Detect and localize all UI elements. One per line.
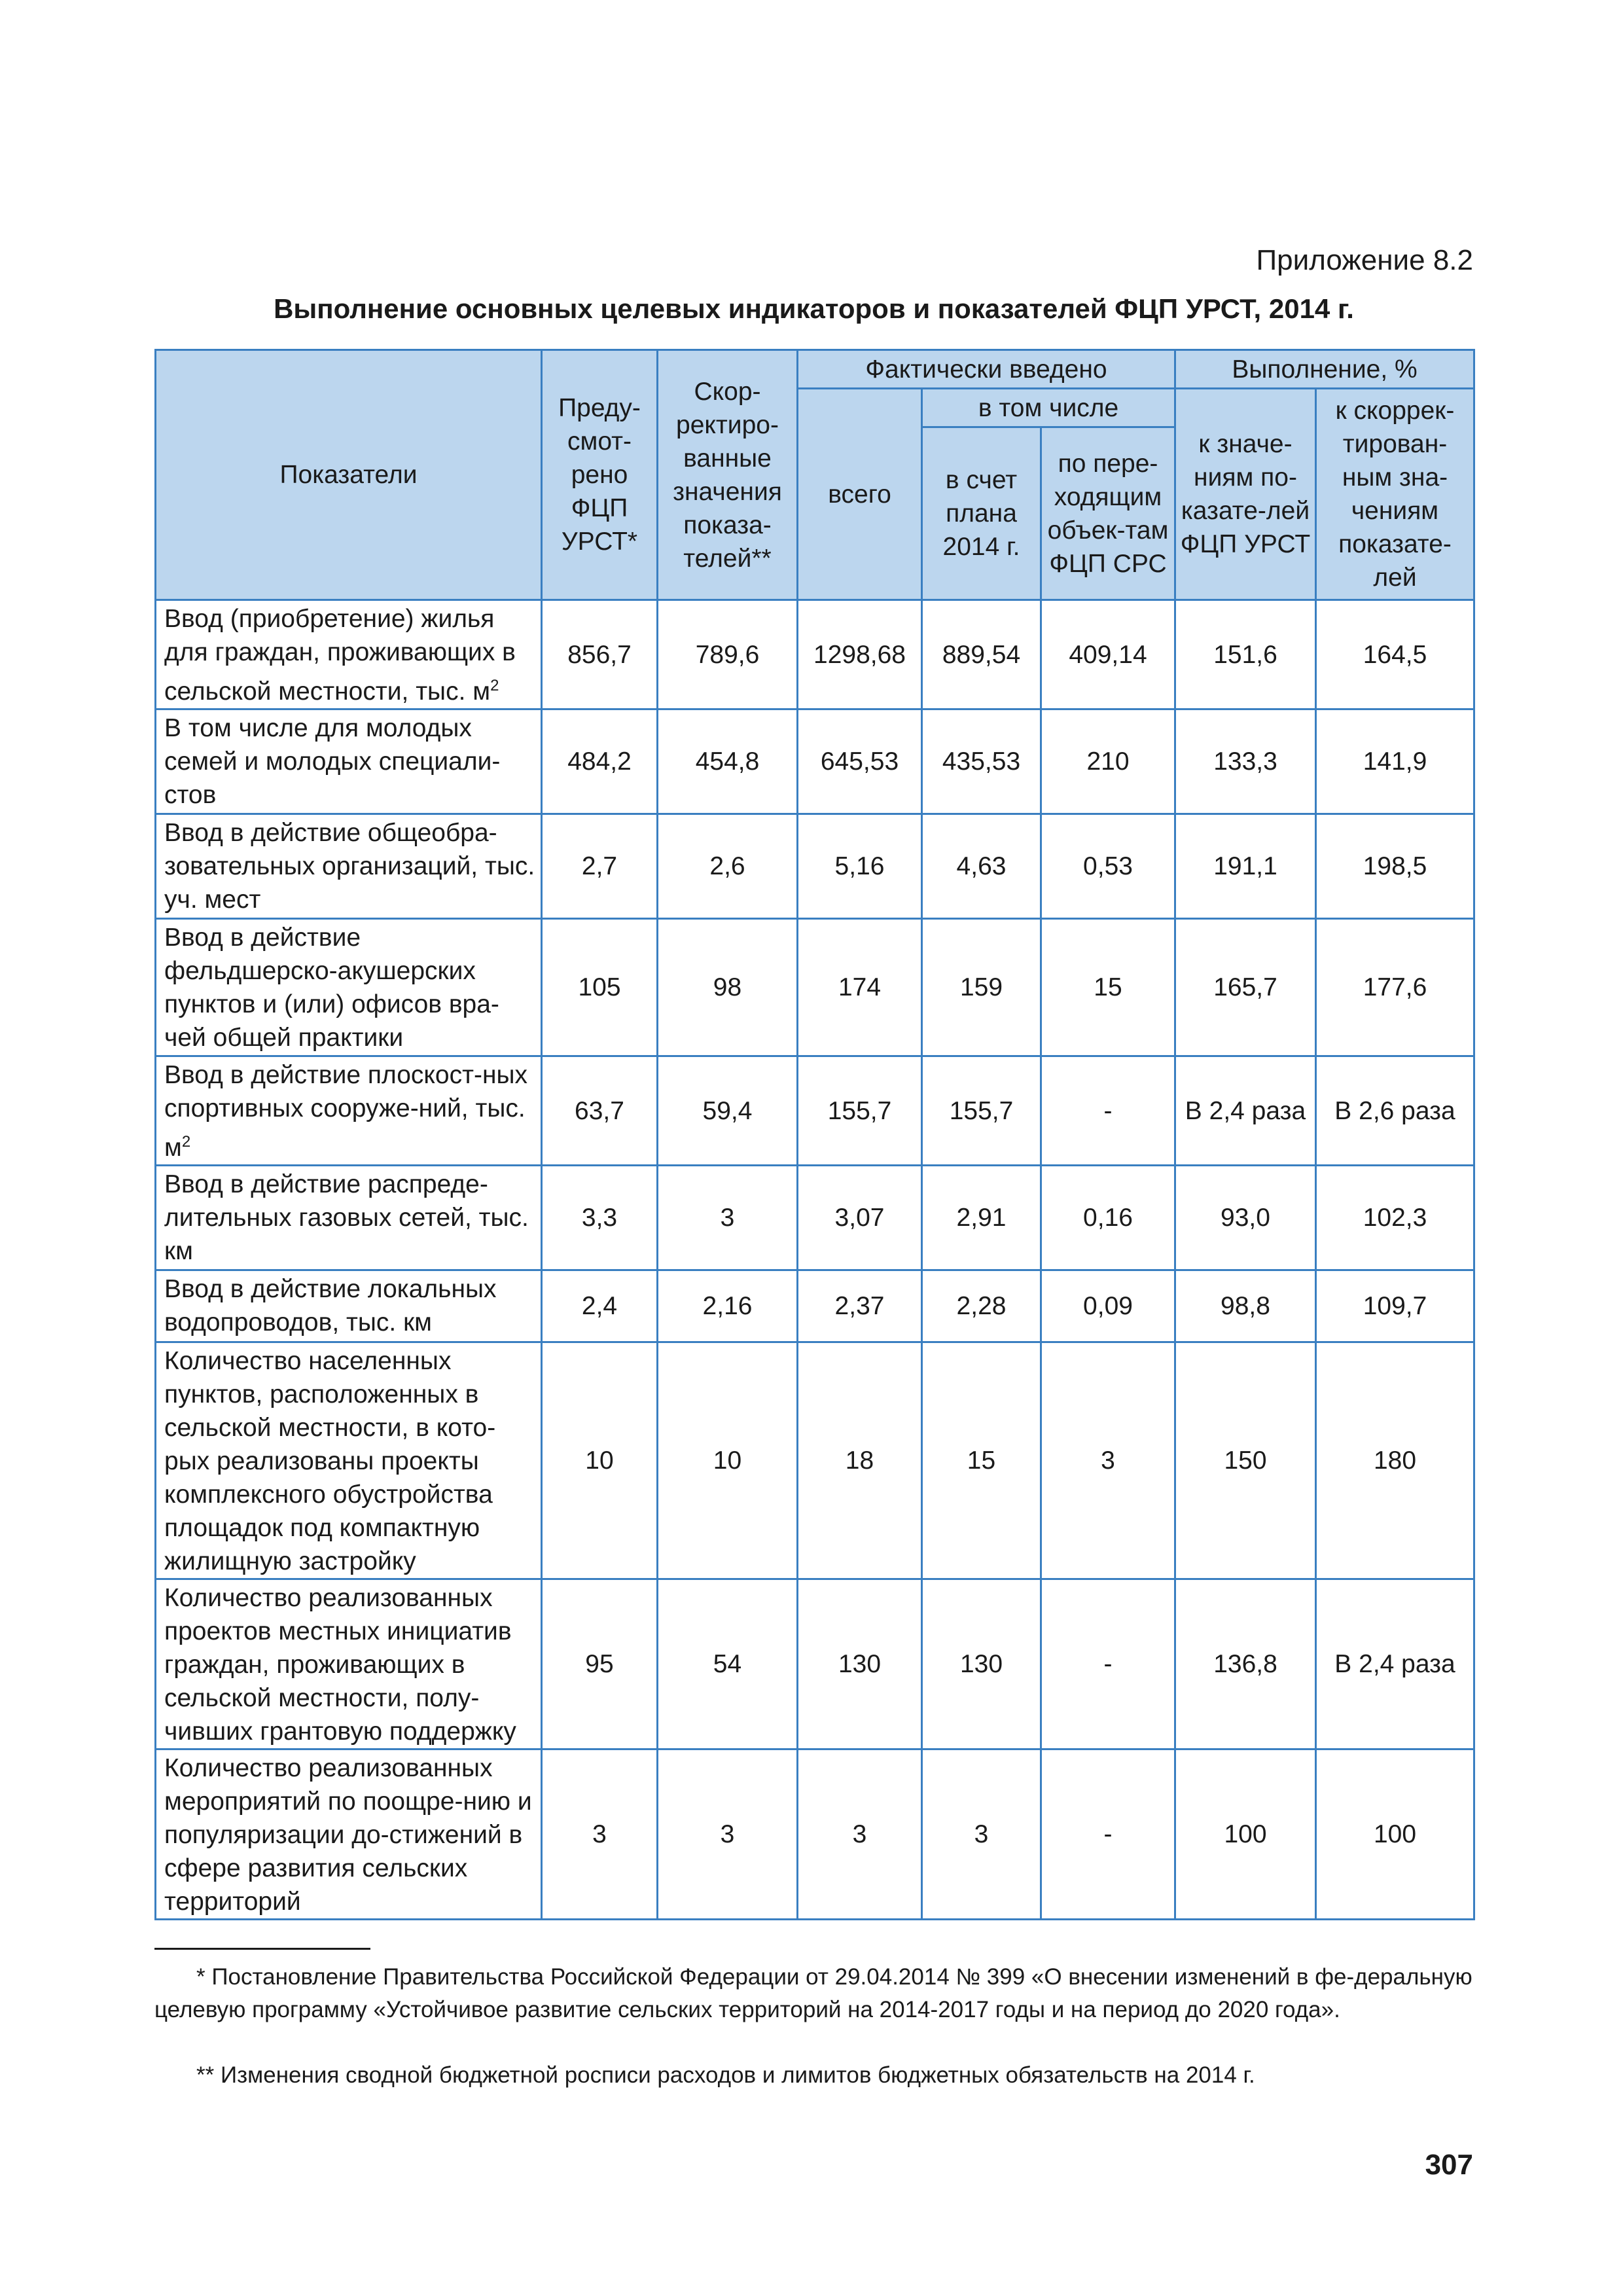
table-row: [156, 1056, 1474, 1166]
cell-total: 3: [798, 1749, 922, 1920]
row-label: Количество населенных пунктов, расположенных в сельской местности, в кото-рых реализованы проекты комплексного обустройства площадок под компактную жилищную застройку: [156, 1342, 542, 1579]
cell-plan-2014: 130: [922, 1579, 1041, 1749]
cell-planned: 10: [542, 1342, 658, 1579]
row-label: Ввод в действие плоскост-ных спортивных сооруже-ний, тыс. $м^2$: [156, 1056, 542, 1166]
cell-vs-adjusted: 102,3: [1316, 1166, 1474, 1270]
cell-vs-adjusted: 141,9: [1316, 709, 1474, 814]
cell-planned: 856,7: [542, 600, 658, 709]
cell-transitional: 3: [1041, 1342, 1175, 1579]
cell-vs-adjusted: 177,6: [1316, 919, 1474, 1056]
cell-adjusted: 59,4: [658, 1056, 798, 1166]
cell-vs-adjusted: 100: [1316, 1749, 1474, 1920]
cell-vs-planned: 98,8: [1175, 1270, 1316, 1342]
cell-total: 130: [798, 1579, 922, 1749]
cell-transitional: 0,09: [1041, 1270, 1175, 1342]
cell-adjusted: 98: [658, 919, 798, 1056]
cell-vs-planned: 150: [1175, 1342, 1316, 1579]
header-actual-group: Фактически введено: [798, 350, 1175, 389]
header-completion-group: Выполнение, %: [1175, 350, 1474, 389]
cell-adjusted: 789,6: [658, 600, 798, 709]
footnote-2: ** Изменения сводной бюджетной росписи расходов и лимитов бюджетных обязательств на 2014 г.: [196, 2062, 1255, 2088]
table-row: [156, 1579, 1474, 1749]
cell-plan-2014: 3: [922, 1749, 1041, 1920]
cell-vs-planned: 191,1: [1175, 814, 1316, 919]
row-label: Ввод в действие фельдшерско-акушерских пунктов и (или) офисов вра-чей общей практики: [156, 919, 542, 1056]
header-total: всего: [798, 389, 922, 600]
header-incl-group: в том числе: [922, 389, 1175, 427]
cell-adjusted: 454,8: [658, 709, 798, 814]
row-label: В том числе для молодых семей и молодых специали-стов: [156, 709, 542, 814]
cell-planned: 105: [542, 919, 658, 1056]
table-row: [156, 709, 1474, 814]
cell-total: 5,16: [798, 814, 922, 919]
cell-adjusted: 3: [658, 1166, 798, 1270]
table-row: [156, 919, 1474, 1056]
cell-total: 1298,68: [798, 600, 922, 709]
page-number: 307: [1425, 2149, 1473, 2181]
table-row: [156, 1270, 1474, 1342]
row-label: Количество реализованных проектов местных инициатив граждан, проживающих в сельской местности, полу-чивших грантовую поддержку: [156, 1579, 542, 1749]
header-transitional: по пере-ходящим объек-там ФЦП СРС: [1041, 427, 1175, 600]
cell-plan-2014: 4,63: [922, 814, 1041, 919]
header-vs-planned: к значе-ниям по-казате-лей ФЦП УРСТ: [1175, 389, 1316, 600]
cell-plan-2014: 15: [922, 1342, 1041, 1579]
cell-vs-planned: 165,7: [1175, 919, 1316, 1056]
cell-total: 3,07: [798, 1166, 922, 1270]
cell-vs-adjusted: В 2,4 раза: [1316, 1579, 1474, 1749]
cell-vs-adjusted: В 2,6 раза: [1316, 1056, 1474, 1166]
cell-vs-adjusted: 109,7: [1316, 1270, 1474, 1342]
cell-vs-planned: В 2,4 раза: [1175, 1056, 1316, 1166]
cell-vs-planned: 100: [1175, 1749, 1316, 1920]
table-row: [156, 1166, 1474, 1270]
cell-transitional: 210: [1041, 709, 1175, 814]
header-vs-adjusted: к скоррек-тирован-ным зна-чениям показате-лей: [1316, 389, 1474, 600]
cell-planned: 3: [542, 1749, 658, 1920]
cell-vs-planned: 136,8: [1175, 1579, 1316, 1749]
cell-total: 18: [798, 1342, 922, 1579]
cell-transitional: 0,16: [1041, 1166, 1175, 1270]
cell-transitional: 0,53: [1041, 814, 1175, 919]
cell-planned: 63,7: [542, 1056, 658, 1166]
cell-adjusted: 2,16: [658, 1270, 798, 1342]
cell-plan-2014: 155,7: [922, 1056, 1041, 1166]
cell-transitional: -: [1041, 1749, 1175, 1920]
cell-transitional: -: [1041, 1056, 1175, 1166]
table-row: [156, 814, 1474, 919]
header-plan-2014: в счет плана 2014 г.: [922, 427, 1041, 600]
table-row: [156, 600, 1474, 709]
row-label: Ввод в действие распреде-лительных газовых сетей, тыс. км: [156, 1166, 542, 1270]
cell-vs-planned: 151,6: [1175, 600, 1316, 709]
cell-adjusted: 2,6: [658, 814, 798, 919]
cell-transitional: -: [1041, 1579, 1175, 1749]
appendix-label: Приложение 8.2: [1256, 244, 1473, 276]
cell-vs-adjusted: 198,5: [1316, 814, 1474, 919]
cell-planned: 3,3: [542, 1166, 658, 1270]
header-indicators: Показатели: [156, 350, 542, 600]
header-adjusted: Скор-ректиро-ванные значения показа-телей**: [658, 350, 798, 600]
cell-planned: 95: [542, 1579, 658, 1749]
table-row: [156, 1749, 1474, 1920]
cell-plan-2014: 2,91: [922, 1166, 1041, 1270]
cell-vs-planned: 133,3: [1175, 709, 1316, 814]
cell-transitional: 15: [1041, 919, 1175, 1056]
indicators-table: [154, 349, 1475, 1920]
table-title: Выполнение основных целевых индикаторов и показателей ФЦП УРСТ, 2014 г.: [274, 293, 1354, 324]
cell-vs-adjusted: 180: [1316, 1342, 1474, 1579]
cell-plan-2014: 159: [922, 919, 1041, 1056]
footnote-1: * Постановление Правительства Российской Федерации от 29.04.2014 № 399 «О внесении изменений в фе-деральную целевую программу «Устойчивое развитие сельских территорий на 2014-2017 годы и на период до 2020 года».: [154, 1964, 1472, 2022]
cell-plan-2014: 889,54: [922, 600, 1041, 709]
cell-plan-2014: 2,28: [922, 1270, 1041, 1342]
table-row: [156, 1342, 1474, 1579]
cell-adjusted: 3: [658, 1749, 798, 1920]
footnote-rule: [154, 1948, 370, 1950]
cell-transitional: 409,14: [1041, 600, 1175, 709]
cell-total: 155,7: [798, 1056, 922, 1166]
cell-planned: 484,2: [542, 709, 658, 814]
cell-vs-planned: 93,0: [1175, 1166, 1316, 1270]
row-label: Количество реализованных мероприятий по поощре-нию и популяризации до-стижений в сфере развития сельских территорий: [156, 1749, 542, 1920]
cell-vs-adjusted: 164,5: [1316, 600, 1474, 709]
cell-adjusted: 54: [658, 1579, 798, 1749]
cell-total: 174: [798, 919, 922, 1056]
cell-total: 645,53: [798, 709, 922, 814]
cell-planned: 2,4: [542, 1270, 658, 1342]
cell-planned: 2,7: [542, 814, 658, 919]
row-label: Ввод (приобретение) жилья для граждан, проживающих в сельской местности, тыс. $м^2$: [156, 600, 542, 709]
row-label: Ввод в действие общеобра-зовательных организаций, тыс. уч. мест: [156, 814, 542, 919]
header-planned: Преду-смот-рено ФЦП УРСТ*: [542, 350, 658, 600]
row-label: Ввод в действие локальных водопроводов, тыс. км: [156, 1270, 542, 1342]
cell-total: 2,37: [798, 1270, 922, 1342]
cell-plan-2014: 435,53: [922, 709, 1041, 814]
cell-adjusted: 10: [658, 1342, 798, 1579]
